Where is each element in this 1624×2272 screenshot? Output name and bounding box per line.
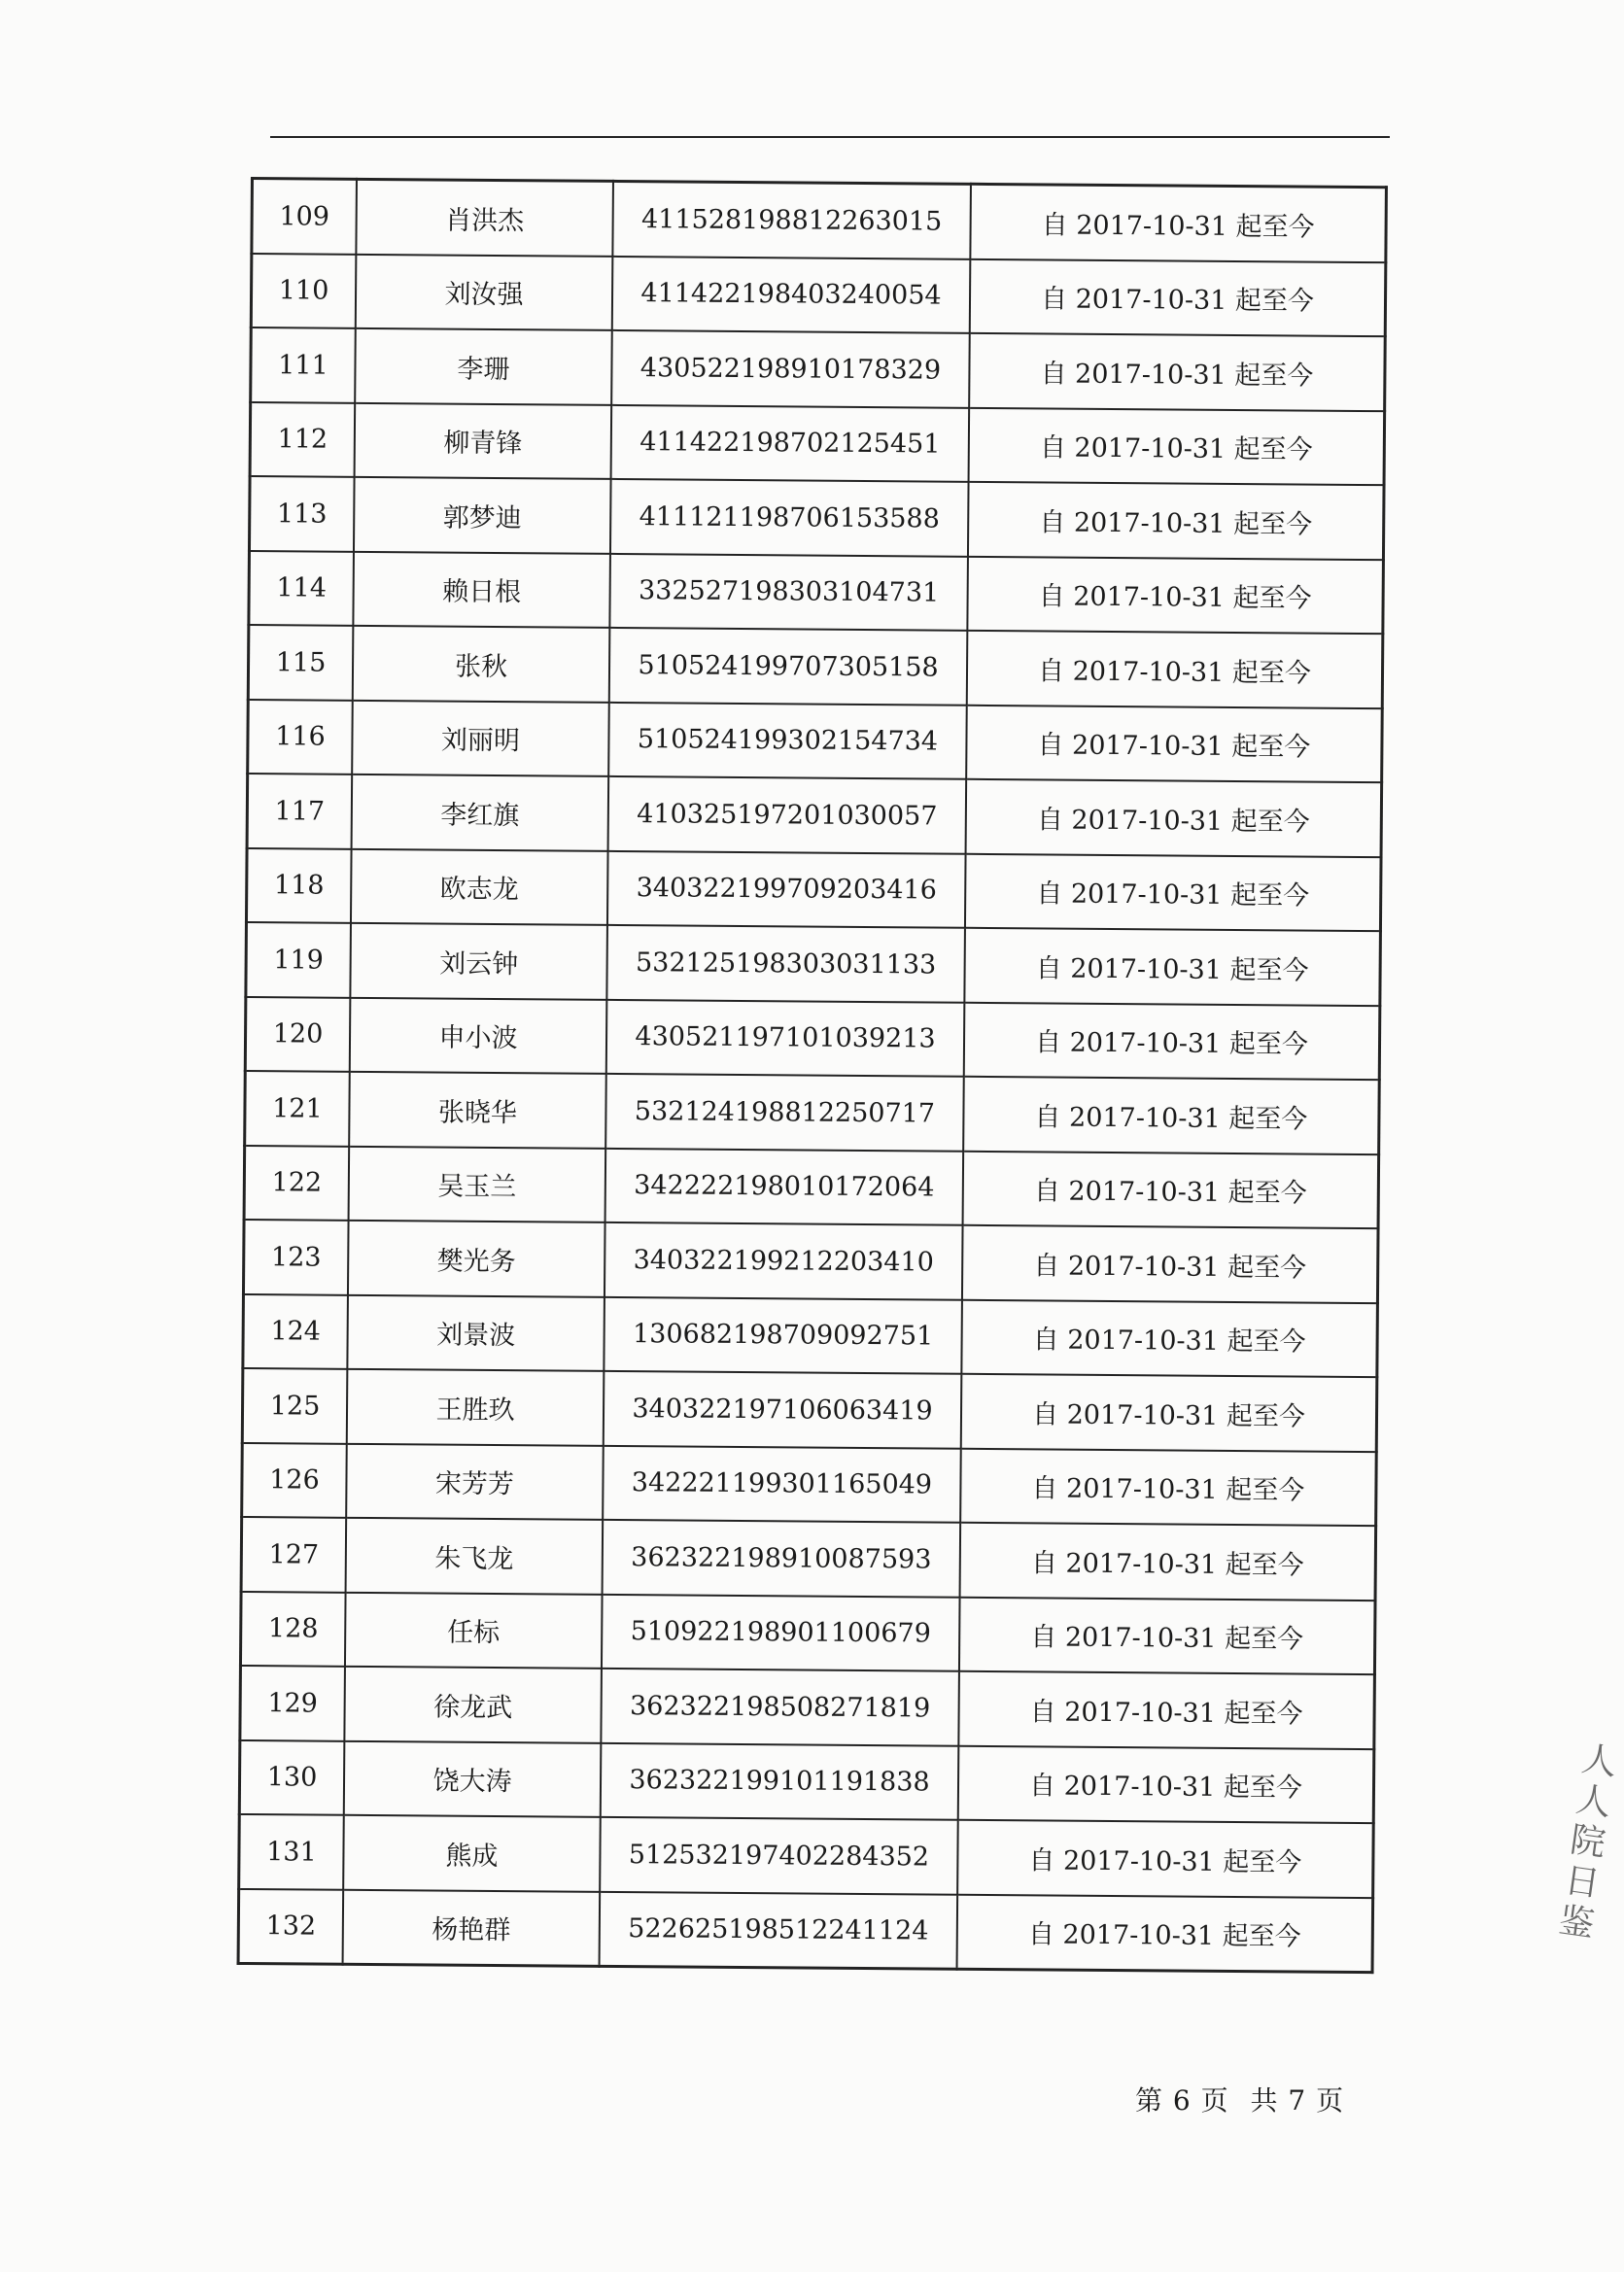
table-row: [249, 550, 1384, 634]
id-number: 532124198812250717: [605, 1074, 964, 1151]
id-number: 362322198508271819: [601, 1669, 959, 1745]
table-row: [251, 254, 1386, 337]
row-number: 109: [252, 179, 357, 255]
row-number: 128: [240, 1591, 345, 1666]
person-name: 张秋: [353, 626, 610, 703]
roster-table: [237, 177, 1388, 1974]
table-row: [240, 1591, 1375, 1674]
period-text: 自 2017-10-31 起至今: [957, 1820, 1373, 1898]
header-rule: [270, 136, 1390, 138]
roster-table-body: [238, 179, 1386, 1973]
table-row: [242, 1368, 1377, 1452]
row-number: 126: [242, 1442, 347, 1517]
id-number: 130682198709092751: [604, 1296, 962, 1373]
row-number: 127: [241, 1517, 346, 1592]
row-number: 130: [239, 1739, 344, 1814]
person-name: 赖日根: [353, 551, 610, 628]
person-name: 李红旗: [352, 775, 609, 851]
id-number: 342222198010172064: [605, 1148, 964, 1224]
person-name: 欧志龙: [351, 848, 608, 925]
table-row: [238, 1888, 1373, 1972]
period-text: 自 2017-10-31 起至今: [961, 1299, 1377, 1377]
table-row: [241, 1517, 1376, 1601]
id-number: 342221199301165049: [603, 1445, 961, 1522]
period-text: 自 2017-10-31 起至今: [969, 407, 1385, 485]
table-row: [249, 476, 1384, 560]
period-text: 自 2017-10-31 起至今: [959, 1597, 1375, 1674]
person-name: 任标: [345, 1592, 603, 1669]
table-row: [240, 1666, 1375, 1749]
id-number: 410325197201030057: [608, 776, 967, 853]
period-text: 自 2017-10-31 起至今: [962, 1225, 1378, 1303]
id-number: 340322199709203416: [607, 850, 966, 927]
period-text: 自 2017-10-31 起至今: [960, 1523, 1376, 1601]
table-row: [243, 1293, 1378, 1377]
period-text: 自 2017-10-31 起至今: [960, 1448, 1376, 1526]
person-name: 饶大涛: [344, 1740, 602, 1817]
id-number: 512532197402284352: [600, 1817, 958, 1894]
person-name: 熊成: [343, 1815, 601, 1892]
period-text: 自 2017-10-31 起至今: [963, 1077, 1379, 1154]
row-number: 132: [238, 1888, 343, 1964]
person-name: 吴玉兰: [349, 1146, 606, 1222]
id-number: 510524199302154734: [608, 702, 967, 778]
id-number: 522625198512241124: [600, 1891, 958, 1969]
table-row: [250, 402, 1385, 486]
period-text: 自 2017-10-31 起至今: [961, 1374, 1377, 1452]
id-number: 411422198702125451: [611, 404, 970, 481]
table-row: [242, 1442, 1377, 1526]
row-number: 124: [243, 1293, 348, 1368]
period-text: 自 2017-10-31 起至今: [969, 333, 1385, 411]
person-name: 朱飞龙: [346, 1518, 604, 1595]
period-text: 自 2017-10-31 起至今: [966, 779, 1382, 857]
id-number: 411422198403240054: [612, 256, 971, 332]
page-total: 共 7 页: [1250, 2084, 1345, 2117]
person-name: 柳青锋: [355, 402, 612, 479]
table-row: [251, 327, 1386, 411]
row-number: 111: [251, 327, 356, 402]
row-number: 114: [249, 550, 354, 625]
page-number: 第 6 页: [1135, 2084, 1229, 2117]
table-row: [248, 625, 1383, 708]
row-number: 116: [248, 699, 353, 774]
id-number: 411528198812263015: [612, 181, 971, 258]
row-number: 123: [243, 1220, 348, 1294]
table-row: [239, 1739, 1374, 1823]
roster-table-wrap: [237, 177, 1390, 1974]
person-name: 杨艳群: [343, 1889, 601, 1966]
table-row: [247, 774, 1382, 857]
person-name: 刘汝强: [356, 254, 613, 330]
table-row: [246, 922, 1381, 1006]
row-number: 121: [245, 1071, 350, 1146]
person-name: 王胜玖: [347, 1369, 605, 1446]
period-text: 自 2017-10-31 起至今: [957, 1894, 1373, 1972]
row-number: 120: [245, 996, 350, 1071]
row-number: 112: [250, 402, 355, 477]
period-text: 自 2017-10-31 起至今: [965, 853, 1381, 931]
id-number: 332527198303104731: [609, 553, 968, 630]
id-number: 510922198901100679: [602, 1594, 960, 1670]
id-number: 340322199212203410: [605, 1222, 963, 1299]
id-number: 411121198706153588: [610, 479, 969, 556]
person-name: 刘景波: [347, 1294, 605, 1371]
id-number: 430522198910178329: [611, 330, 970, 407]
period-text: 自 2017-10-31 起至今: [968, 482, 1384, 560]
person-name: 肖洪杰: [356, 179, 613, 256]
table-row: [245, 1071, 1380, 1154]
id-number: 340322197106063419: [604, 1371, 962, 1448]
row-number: 117: [247, 774, 352, 848]
id-number: 430521197101039213: [606, 999, 965, 1076]
row-number: 131: [239, 1814, 344, 1889]
person-name: 刘云钟: [350, 923, 607, 1000]
seal-stamp-text: 人人院日鉴: [1550, 1738, 1619, 1946]
person-name: 宋芳芳: [346, 1443, 604, 1520]
row-number: 125: [242, 1368, 347, 1443]
person-name: 郭梦迪: [354, 477, 611, 554]
period-text: 自 2017-10-31 起至今: [966, 705, 1382, 782]
person-name: 张晓华: [349, 1072, 606, 1149]
period-text: 自 2017-10-31 起至今: [964, 1002, 1380, 1080]
person-name: 李珊: [355, 328, 612, 405]
id-number: 362322199101191838: [601, 1742, 959, 1819]
period-text: 自 2017-10-31 起至今: [963, 1151, 1379, 1228]
table-row: [243, 1220, 1378, 1303]
id-number: 532125198303031133: [606, 925, 965, 1002]
person-name: 樊光务: [348, 1221, 605, 1297]
table-row: [245, 996, 1380, 1080]
row-number: 119: [246, 922, 351, 997]
id-number: 362322198910087593: [603, 1520, 961, 1597]
row-number: 118: [246, 847, 351, 922]
period-text: 自 2017-10-31 起至今: [958, 1671, 1374, 1749]
id-number: 510524199707305158: [609, 628, 968, 705]
period-text: 自 2017-10-31 起至今: [970, 184, 1386, 261]
table-row: [252, 179, 1387, 262]
period-text: 自 2017-10-31 起至今: [970, 258, 1386, 336]
page-footer: [1135, 2080, 1356, 2118]
table-row: [244, 1145, 1379, 1228]
row-number: 122: [244, 1145, 349, 1220]
table-row: [248, 699, 1383, 782]
person-name: 申小波: [350, 997, 607, 1074]
person-name: 刘丽明: [352, 700, 609, 776]
row-number: 129: [240, 1666, 345, 1740]
table-row: [239, 1814, 1374, 1898]
row-number: 110: [251, 254, 356, 328]
period-text: 自 2017-10-31 起至今: [967, 631, 1383, 708]
seal-stamp-edge: [1525, 1737, 1623, 2033]
row-number: 115: [248, 625, 353, 700]
period-text: 自 2017-10-31 起至今: [958, 1745, 1374, 1823]
person-name: 徐龙武: [344, 1667, 602, 1743]
period-text: 自 2017-10-31 起至今: [967, 556, 1383, 634]
period-text: 自 2017-10-31 起至今: [964, 928, 1380, 1006]
row-number: 113: [249, 476, 354, 551]
table-row: [246, 847, 1381, 931]
